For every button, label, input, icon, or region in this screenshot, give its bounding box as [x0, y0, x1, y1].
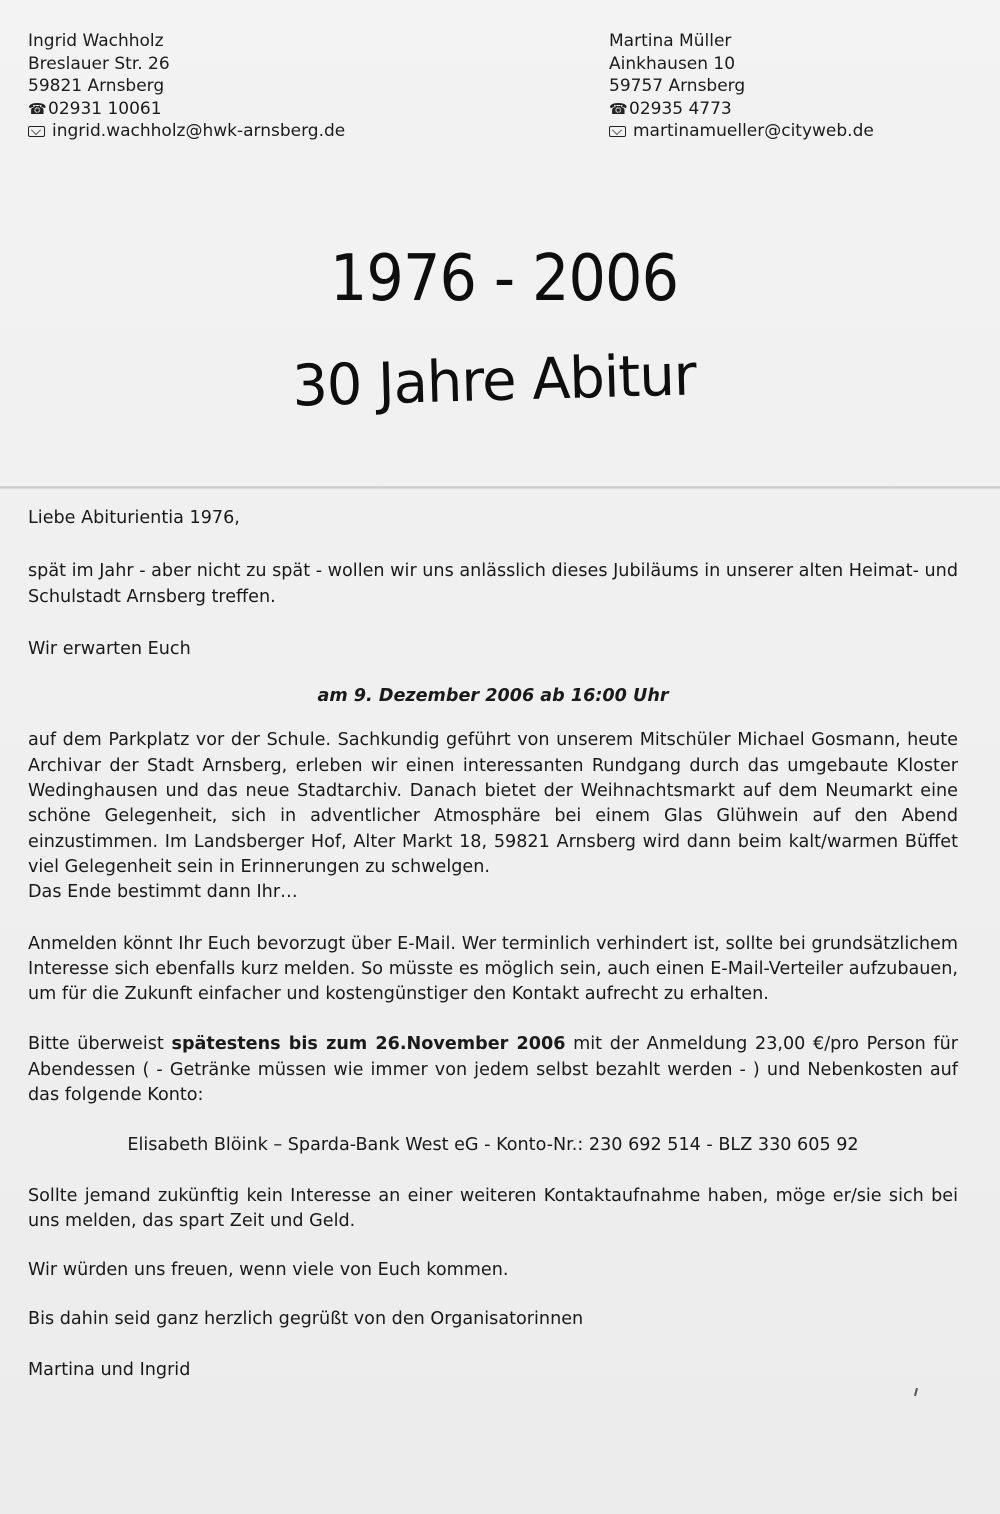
sender-address-left [28, 30, 345, 143]
payment-paragraph [28, 1032, 958, 1108]
greeting-line: Bis dahin seid ganz herzlich gegrüßt von den Organisatorinnen [28, 1308, 584, 1329]
sender-email: martinamueller@cityweb.de [633, 121, 874, 141]
sender-city: 59757 Arnsberg [609, 76, 746, 96]
title-years: 1976 - 2006 [329, 242, 679, 316]
sender-address-right [609, 30, 874, 143]
registration-paragraph: Anmelden könnt Ihr Euch bevorzugt über E-Mail. Wer terminlich verhindert ist, sollte bei grundsätzlichem Interesse sich ebenfalls kurz melden. So müsste es möglich sein, auch einen E-Mail-Verteiler aufzubauen, um für die Zukunft einfacher und kostengünstiger den Kontakt aufrecht zu erhalten. [28, 933, 958, 1005]
sender-name: Martina Müller [609, 31, 732, 51]
expect-line: Wir erwarten Euch [28, 638, 191, 659]
title-subtitle: 30 Jahre Abitur [291, 342, 697, 420]
envelope-icon [28, 126, 45, 137]
event-date: am 9. Dezember 2006 ab 16:00 Uhr [317, 686, 669, 707]
ending-line: Das Ende bestimmt dann Ihr… [28, 882, 298, 903]
envelope-icon [609, 126, 626, 137]
unsubscribe-paragraph: Sollte jemand zukünftig kein Interesse an einer weiteren Kontaktaufnahme haben, möge er/sie sich bei uns melden, das spart Zeit und Geld. [28, 1185, 958, 1231]
signature-line: Martina und Ingrid [28, 1359, 191, 1380]
sender-street: Ainkhausen 10 [609, 53, 736, 74]
pen-mark [914, 1388, 918, 1396]
sender-phone: 02931 10061 [48, 98, 162, 119]
sender-phone: 02935 4773 [629, 98, 732, 119]
sender-email: ingrid.wachholz@hwk-arnsberg.de [52, 121, 346, 141]
sender-city: 59821 Arnsberg [28, 76, 165, 96]
sender-phone-line [28, 98, 345, 121]
program-paragraph: auf dem Parkplatz vor der Schule. Sachkundig geführt von unserem Mitschüler Michael Gosmann, heute Archivar der Stadt Arnsberg, erleben wir einen interessanten Rundgang durch das umgebaute Kloster Wedinghausen und das neue Stadtarchiv. Danach bietet der Weihnachtsmarkt auf dem Neumarkt eine schöne Gelegenheit, sich in adventlicher Atmosphäre bei einem Glas Glühwein auf den Abend einzustimmen. Im Landsberger Hof, Alter Markt 18, 59821 Arnsberg wird dann beim kalt/warmen Büffet viel Gelegenheit sein in Erinnerungen zu schwelgen. [28, 730, 958, 877]
sender-street: Breslauer Str. 26 [28, 53, 170, 74]
telephone-icon: ☎ [28, 99, 47, 118]
payment-intro: Bitte überweist [28, 1034, 172, 1055]
payment-deadline: spätestens bis zum 26.November 2006 [171, 1034, 566, 1055]
telephone-icon: ☎ [609, 99, 628, 118]
salutation: Liebe Abiturientia 1976, [28, 508, 240, 528]
sender-phone-line [609, 98, 874, 121]
paper-fold-line [0, 486, 1000, 489]
sender-email-line [28, 120, 345, 143]
hope-line: Wir würden uns freuen, wenn viele von Euch kommen. [28, 1260, 509, 1281]
payment-details: mit der Anmeldung 23,00 €/pro Person für Abendessen ( - Getränke müssen wie immer von jedem selbst bezahlt werden - ) und Nebenkosten auf das folgende Konto: [28, 1034, 958, 1106]
intro-paragraph: spät im Jahr - aber nicht zu spät - wollen wir uns anlässlich dieses Jubiläums in unserer alten Heimat- und Schulstadt Arnsberg treffen. [28, 561, 958, 607]
letter-body [28, 506, 958, 1383]
sender-email-line [609, 120, 874, 143]
sender-name: Ingrid Wachholz [28, 31, 164, 51]
bank-account-line: Elisabeth Blöink – Sparda-Bank West eG - Konto-Nr.: 230 692 514 - BLZ 330 605 92 [127, 1135, 859, 1156]
